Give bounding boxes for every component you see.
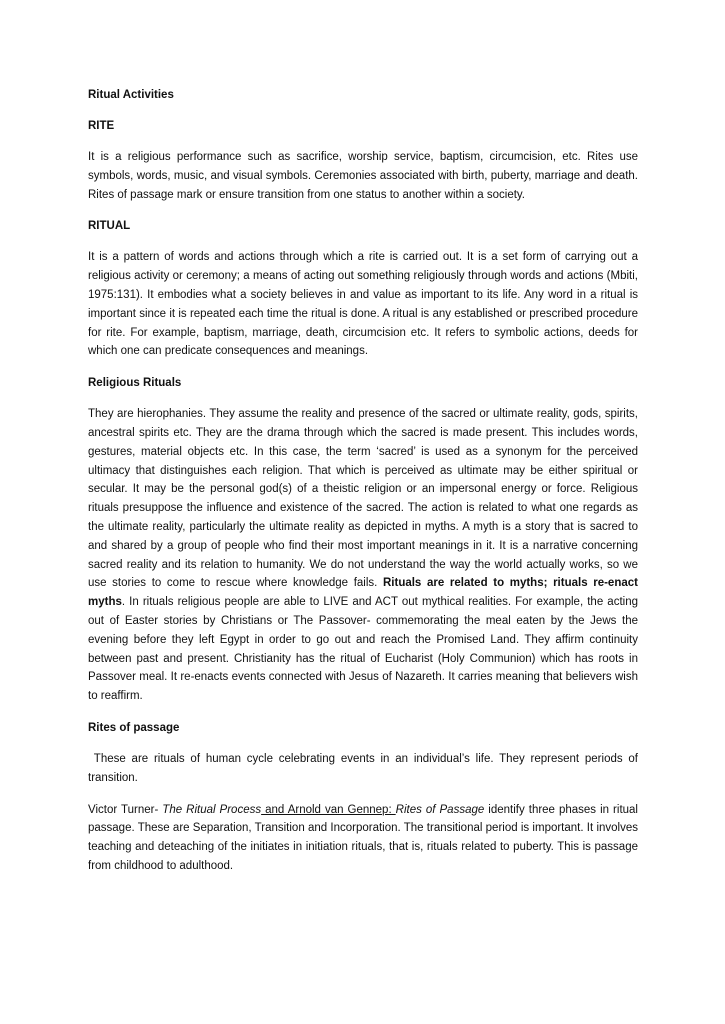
rite-heading: RITE [88,120,115,132]
religious-rituals-paragraph [88,405,638,706]
document-title: Ritual Activities [88,89,174,101]
rites-of-passage-paragraph-2 [88,801,638,876]
ritual-heading: RITUAL [88,220,131,233]
rop-book-rites-of-passage: Rites of Passage [395,803,485,816]
document-page [88,86,642,876]
religious-rituals-bold-text: Rituals are related to myths; rituals re-enact myths [88,577,638,609]
rites-of-passage-heading: Rites of passage [88,721,180,734]
rop-text-c: and Arnold van Gennep: [261,803,396,816]
ritual-paragraph: It is a pattern of words and actions through which a rite is carried out. It is a set form of carrying out a religious activity or ceremony; a means of acting out something religiously through words and actions (Mbiti, 1975:131). It embodies what a society believes in and value as important to its life. Any word in a ritual is important since it is repeated each time the ritual is done. A ritual is any established or prescribed procedure for rite. For example, baptism, marriage, death, circumcision etc. It refers to symbolic actions, deeds for which one can predicate consequences and meanings. [88,251,638,358]
rites-of-passage-paragraph-1: These are rituals of human cycle celebrating events in an individual’s life. They represent periods of transition. [88,752,642,784]
religious-rituals-text-2: . In rituals religious people are able to LIVE and ACT out mythical realities. For example, the acting out of Easter stories by Christians or The Passover- commemorating the meal eaten by the Jews the evening before they left Egypt in order to go out and reach the Promised Land. They affirm continuity between past and present. Christianity has the ritual of Eucharist (Holy Communion) which has roots in Passover meal. It re-enacts events connected with Jesus of Nazareth. It carries meaning that believers wish to reaffirm. [88,596,638,703]
rop-text-e: identify three phases in ritual passage. These are Separation, Transition and Incorporation. The transitional period is important. It involves teaching and deteaching of the initiates in initiation rituals, that is, rituals related to puberty. This is passage from childhood to adulthood. [88,803,638,872]
religious-rituals-text-1: They are hierophanies. They assume the reality and presence of the sacred or ultimate reality, gods, spirits, ancestral spirits etc. They are the drama through which the sacred is made present. This includes words, gestures, material objects etc. In this case, the term ‘sacred’ is used as a synonym for the perceived ultimacy that distinguishes each religion. That which is perceived as ultimate may be either spiritual or secular. It may be the personal god(s) of a theistic religion or an impersonal energy or force. Religious rituals presuppose the influence and existence of the sacred. The action is related to what one regards as the ultimate reality, particularly the ultimate reality as depicted in myths. A myth is a story that is sacred to and shared by a group of people who find their most important meanings in it. It is a narrative concerning sacred reality and its relation to humanity. We do not understand the way the world actually works, so we use stories to come to rescue where knowledge fails. [88,408,638,590]
rop-book-ritual-process: The Ritual Process [162,803,262,816]
rite-paragraph: It is a religious performance such as sacrifice, worship service, baptism, circumcision, etc. Rites use symbols, words, music, and visual symbols. Ceremonies associated with birth, puberty, marriage and death. Rites of passage mark or ensure transition from one status to another within a society. [88,151,638,201]
rop-text-a: Victor Turner- [88,803,163,816]
religious-rituals-heading: Religious Rituals [88,377,182,390]
